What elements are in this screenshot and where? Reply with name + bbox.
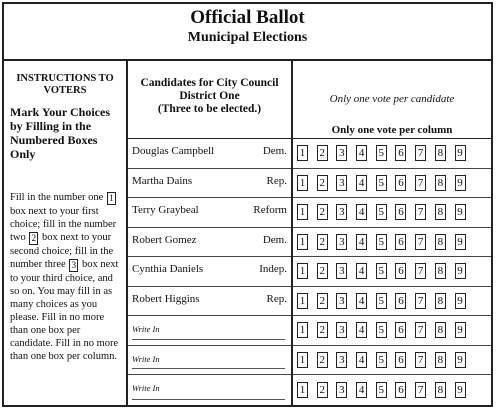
- vote-box[interactable]: 4: [356, 293, 367, 309]
- ballot-title: Official Ballot: [190, 7, 305, 28]
- vote-box[interactable]: 3: [336, 382, 347, 398]
- vote-box[interactable]: 2: [317, 145, 328, 161]
- ballot-header: [4, 4, 491, 61]
- vote-box[interactable]: 5: [376, 293, 387, 309]
- vote-box[interactable]: 4: [356, 352, 367, 368]
- candidate-row: [128, 228, 291, 258]
- write-in-label: Write In: [132, 324, 160, 334]
- instructions-text-1: Fill in the number one: [10, 192, 104, 203]
- vote-box[interactable]: 2: [317, 382, 328, 398]
- candidate-name: Robert Higgins: [132, 292, 200, 305]
- vote-box[interactable]: 1: [297, 234, 308, 250]
- vote-box[interactable]: 4: [356, 234, 367, 250]
- vote-box[interactable]: 6: [395, 322, 406, 338]
- vote-box[interactable]: 6: [395, 263, 406, 279]
- vote-header: [293, 59, 491, 139]
- vote-box[interactable]: 3: [336, 234, 347, 250]
- candidates-header: [128, 59, 291, 139]
- vote-row: [293, 316, 491, 346]
- vote-box[interactable]: 8: [435, 263, 446, 279]
- vote-box[interactable]: 1: [297, 293, 308, 309]
- vote-row: [293, 198, 491, 228]
- candidate-row: [128, 139, 291, 169]
- candidate-row: [128, 257, 291, 287]
- vote-box[interactable]: 9: [455, 352, 466, 368]
- vote-box[interactable]: 7: [415, 263, 426, 279]
- vote-box[interactable]: 3: [336, 293, 347, 309]
- ballot: [2, 2, 493, 407]
- instructions-heading: Mark Your Choices by Filling in the Numbered Boxes Only: [10, 105, 110, 161]
- vote-box[interactable]: 5: [376, 175, 387, 191]
- vote-box[interactable]: 1: [297, 145, 308, 161]
- example-box-3: 3: [69, 259, 78, 272]
- vote-box[interactable]: 7: [415, 175, 426, 191]
- vote-box[interactable]: 6: [395, 234, 406, 250]
- vote-box[interactable]: 8: [435, 204, 446, 220]
- vote-box[interactable]: 8: [435, 322, 446, 338]
- candidates-header-line1: Candidates for City Council: [140, 77, 279, 89]
- vote-box[interactable]: 3: [336, 145, 347, 161]
- ballot-subtitle: Municipal Elections: [187, 30, 308, 45]
- vote-box[interactable]: 5: [376, 234, 387, 250]
- vote-box[interactable]: 8: [435, 382, 446, 398]
- candidates-header-line3: (Three to be elected.): [157, 103, 262, 115]
- instructions-text-3: box next to your second choice; fill in the number three: [10, 232, 114, 270]
- vote-box[interactable]: 5: [376, 204, 387, 220]
- vote-box[interactable]: 9: [455, 234, 466, 250]
- vote-box[interactable]: 1: [297, 263, 308, 279]
- vote-column: [293, 59, 491, 405]
- vote-box[interactable]: 9: [455, 145, 466, 161]
- vote-box[interactable]: 6: [395, 204, 406, 220]
- vote-box[interactable]: 8: [435, 145, 446, 161]
- candidate-name: Robert Gomez: [132, 233, 197, 246]
- vote-box[interactable]: 6: [395, 382, 406, 398]
- vote-row: [293, 169, 491, 199]
- example-box-1: 1: [107, 192, 116, 205]
- vote-box[interactable]: 8: [435, 175, 446, 191]
- instructions-text-2: box next to your first choice; fill in the number two: [10, 206, 117, 243]
- vote-box[interactable]: 3: [336, 352, 347, 368]
- vote-box[interactable]: 6: [395, 175, 406, 191]
- vote-box[interactable]: 7: [415, 382, 426, 398]
- vote-box[interactable]: 1: [297, 175, 308, 191]
- instructions-panel: [4, 59, 128, 405]
- vote-box[interactable]: 9: [455, 263, 466, 279]
- vote-row: [293, 257, 491, 287]
- vote-note-candidate: Only one vote per candidate: [329, 93, 455, 105]
- vote-box[interactable]: 6: [395, 145, 406, 161]
- vote-box[interactable]: 4: [356, 322, 367, 338]
- candidate-party: Dem.: [262, 233, 287, 246]
- instructions-text-4: box next to your third choice, and so on. You may fill in as many choices as you please. Fill in no more than one box per candidate. Fill in no more than one box per column.: [10, 259, 119, 362]
- write-in-row[interactable]: [128, 375, 291, 405]
- instructions-body: [10, 191, 120, 363]
- vote-box[interactable]: 5: [376, 322, 387, 338]
- vote-box[interactable]: 4: [356, 263, 367, 279]
- vote-box[interactable]: 2: [317, 175, 328, 191]
- candidate-name: Cynthia Daniels: [132, 263, 204, 275]
- write-in-row[interactable]: [128, 346, 291, 376]
- vote-box[interactable]: 2: [317, 234, 328, 250]
- vote-box[interactable]: 4: [356, 204, 367, 220]
- candidate-party: Indep.: [259, 263, 287, 275]
- vote-box[interactable]: 2: [317, 293, 328, 309]
- write-in-row[interactable]: [128, 316, 291, 346]
- candidate-party: Rep.: [266, 292, 287, 305]
- vote-box[interactable]: 6: [395, 293, 406, 309]
- write-in-label: Write In: [132, 353, 160, 364]
- write-in-line[interactable]: [132, 399, 285, 400]
- candidate-row: [128, 169, 291, 199]
- write-in-line[interactable]: [132, 339, 285, 340]
- vote-box[interactable]: 1: [297, 382, 308, 398]
- vote-box[interactable]: 4: [356, 175, 367, 191]
- example-box-2: 2: [29, 232, 38, 245]
- vote-box[interactable]: 9: [455, 204, 466, 220]
- vote-box[interactable]: 9: [455, 175, 466, 191]
- candidate-name: Douglas Campbell: [132, 145, 215, 157]
- vote-box[interactable]: 9: [455, 293, 466, 309]
- vote-row: [293, 375, 491, 405]
- vote-box[interactable]: 5: [376, 145, 387, 161]
- vote-box[interactable]: 9: [455, 382, 466, 398]
- candidate-row: [128, 287, 291, 317]
- vote-box[interactable]: 4: [356, 145, 367, 161]
- candidates-list: [128, 139, 291, 405]
- vote-box[interactable]: 2: [317, 204, 328, 220]
- vote-box[interactable]: 7: [415, 352, 426, 368]
- vote-box[interactable]: 8: [435, 352, 446, 368]
- write-in-label: Write In: [132, 383, 160, 393]
- vote-box[interactable]: 5: [376, 382, 387, 398]
- vote-box[interactable]: 1: [297, 352, 308, 368]
- vote-box[interactable]: 8: [435, 293, 446, 309]
- candidate-party: Reform: [253, 204, 287, 216]
- vote-box[interactable]: 7: [415, 204, 426, 220]
- vote-row: [293, 228, 491, 258]
- instructions-title: INSTRUCTIONS TO VOTERS: [16, 73, 114, 96]
- candidates-header-line2: District One: [179, 90, 240, 102]
- vote-box[interactable]: 7: [415, 145, 426, 161]
- vote-box[interactable]: 1: [297, 322, 308, 338]
- vote-box[interactable]: 3: [336, 175, 347, 191]
- vote-box[interactable]: 3: [336, 204, 347, 220]
- vote-box[interactable]: 7: [415, 234, 426, 250]
- candidate-row: [128, 198, 291, 228]
- vote-box[interactable]: 6: [395, 352, 406, 368]
- candidate-name: Martha Dains: [132, 174, 193, 187]
- vote-row: [293, 139, 491, 169]
- vote-box[interactable]: 4: [356, 382, 367, 398]
- vote-box[interactable]: 2: [317, 352, 328, 368]
- vote-box[interactable]: 9: [455, 322, 466, 338]
- vote-box[interactable]: 7: [415, 322, 426, 338]
- vote-note-column: Only one vote per column: [331, 124, 453, 136]
- vote-box[interactable]: 2: [317, 322, 328, 338]
- vote-row: [293, 346, 491, 376]
- vote-box[interactable]: 7: [415, 293, 426, 309]
- vote-box[interactable]: 3: [336, 322, 347, 338]
- vote-box[interactable]: 2: [317, 263, 328, 279]
- candidate-party: Dem.: [262, 145, 287, 157]
- candidate-name: Terry Graybeal: [132, 204, 199, 216]
- vote-box[interactable]: 8: [435, 234, 446, 250]
- vote-box[interactable]: 1: [297, 204, 308, 220]
- vote-box[interactable]: 5: [376, 352, 387, 368]
- vote-grid: [293, 139, 491, 405]
- candidates-column: [128, 59, 293, 405]
- vote-row: [293, 287, 491, 317]
- vote-box[interactable]: 5: [376, 263, 387, 279]
- vote-box[interactable]: 3: [336, 263, 347, 279]
- candidate-party: Rep.: [266, 174, 287, 187]
- write-in-line[interactable]: [132, 368, 285, 369]
